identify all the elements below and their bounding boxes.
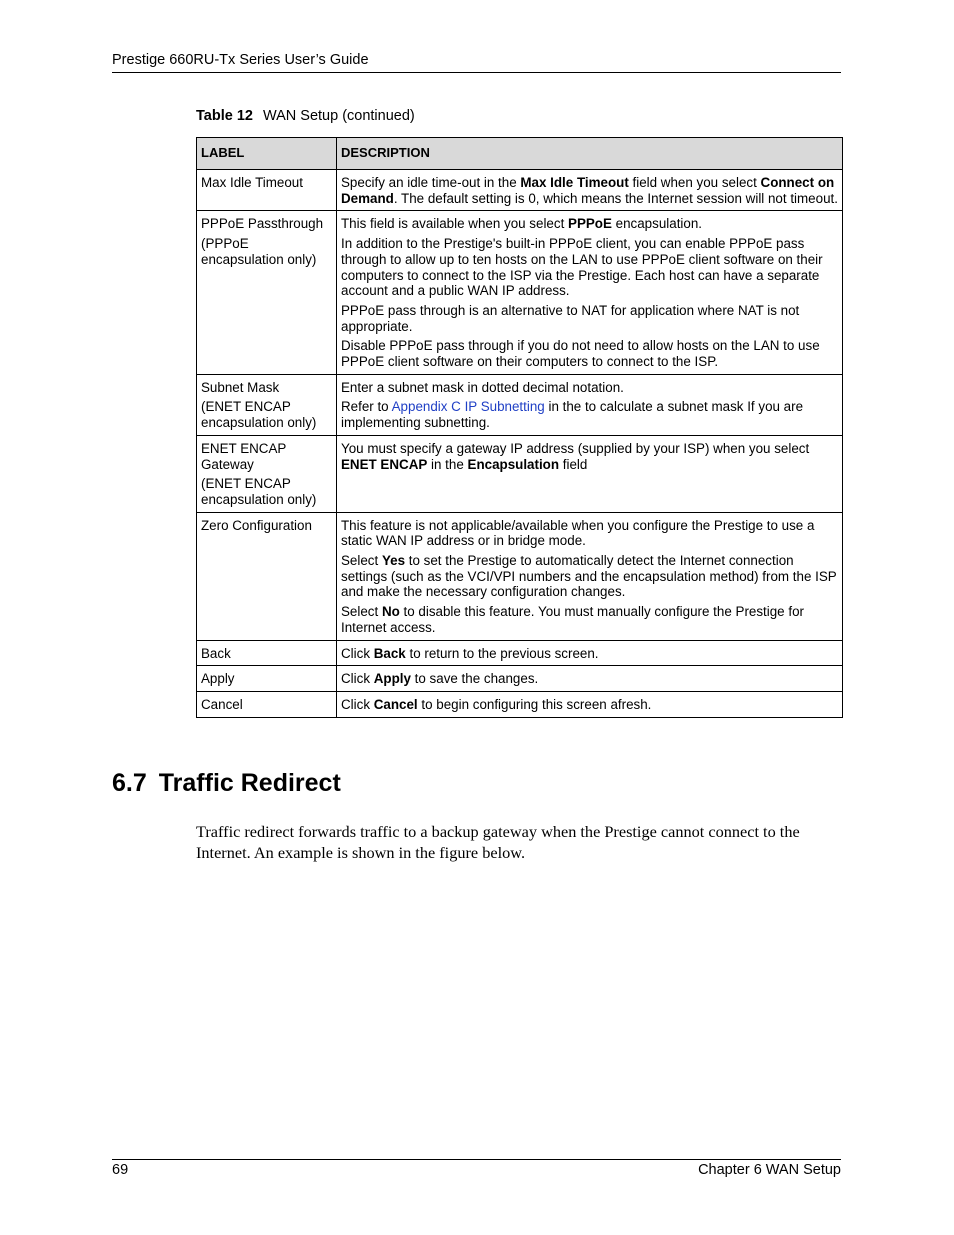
row-label-cell <box>197 666 337 692</box>
table-row <box>197 374 843 435</box>
bold-term: ENET ENCAP <box>341 456 428 472</box>
row-description-cell <box>337 512 843 640</box>
description-text: Click <box>341 696 374 712</box>
description-paragraph <box>341 518 838 549</box>
row-label: Back <box>201 645 231 661</box>
row-label: (ENET ENCAP encapsulation only) <box>201 399 317 431</box>
description-text: PPPoE pass through is an alternative to NAT for application where NAT is not appropriate. <box>341 302 800 334</box>
bold-term: Yes <box>381 553 406 569</box>
description-text: Select <box>341 604 382 620</box>
description-paragraph <box>341 697 838 713</box>
row-label: Apply <box>201 671 235 687</box>
row-description-cell <box>337 374 843 435</box>
row-label-cell <box>197 170 337 211</box>
table-row <box>197 170 843 211</box>
table-caption-text: WAN Setup (continued) <box>262 108 415 124</box>
table-row <box>197 211 843 374</box>
section-body-paragraph: Traffic redirect forwards traffic to a backup gateway when the Prestige cannot connect to the Internet. An example is shown in the figure below. <box>196 822 800 862</box>
row-description-cell <box>337 211 843 374</box>
footer-chapter-title: Chapter 6 WAN Setup <box>698 1162 841 1178</box>
section-heading <box>112 769 341 798</box>
row-label-cell <box>197 374 337 435</box>
description-text: Specify an idle time-out in the <box>341 175 521 190</box>
row-label: Max Idle Timeout <box>201 175 303 190</box>
column-header-description: DESCRIPTION <box>337 138 843 170</box>
bold-term: Cancel <box>373 696 418 712</box>
description-paragraph <box>341 216 838 232</box>
description-text: to disable this feature. You must manually configure the Prestige for Internet access. <box>341 604 804 635</box>
row-label: (ENET ENCAP encapsulation only) <box>201 476 317 507</box>
row-description-cell <box>337 666 843 692</box>
row-label: Subnet Mask <box>201 379 280 395</box>
row-label: Cancel <box>201 696 243 712</box>
running-header-title: Prestige 660RU-Tx Series User’s Guide <box>112 52 369 68</box>
row-label-cell <box>197 211 337 374</box>
section-number: 6.7 <box>112 769 147 797</box>
bold-term: Encapsulation <box>467 456 560 472</box>
description-paragraph <box>341 441 838 472</box>
description-paragraph <box>341 175 838 206</box>
column-header-label: LABEL <box>197 138 337 170</box>
description-paragraph <box>341 380 838 396</box>
table-row <box>197 435 843 512</box>
description-paragraph <box>341 671 838 687</box>
row-description-cell <box>337 170 843 211</box>
row-label: Zero Configuration <box>201 517 312 533</box>
row-description-cell <box>337 640 843 666</box>
description-text: Click <box>341 645 374 661</box>
table-body <box>197 170 843 718</box>
description-text: to save the changes. <box>410 671 539 687</box>
description-text: . The default setting is 0, which means the Internet session will not timeout. <box>393 190 838 206</box>
description-text: Select <box>341 553 382 569</box>
row-label: PPPoE Passthrough <box>201 216 324 232</box>
header-rule <box>112 72 841 73</box>
table-caption-number: Table 12 <box>196 108 253 124</box>
section-title: Traffic Redirect <box>158 769 341 797</box>
description-paragraph <box>341 399 838 430</box>
table-row <box>197 512 843 640</box>
row-label: (PPPoE encapsulation only) <box>201 236 317 267</box>
row-label-cell <box>197 691 337 717</box>
description-text: You must specify a gateway IP address (supplied by your ISP) when you select <box>341 440 810 456</box>
wan-setup-table <box>196 137 843 718</box>
description-text: field when you select <box>628 175 761 190</box>
description-text: to set the Prestige to automatically detect the Internet connection settings (such as the VCI/VPI numbers and the encapsulation method) from the ISP and make the necessary configuration changes. <box>341 553 837 600</box>
bold-term: Apply <box>373 671 411 687</box>
bold-term: PPPoE <box>568 216 612 232</box>
table-row <box>197 691 843 717</box>
table-header-row <box>197 138 843 170</box>
row-description-cell <box>337 435 843 512</box>
description-text: Disable PPPoE pass through if you do not need to allow hosts on the LAN to use PPPoE client software on their computers to connect to the ISP. <box>341 338 820 370</box>
table-caption <box>196 108 415 124</box>
bold-term: No <box>381 604 400 620</box>
description-text: to begin configuring this screen afresh. <box>417 696 652 712</box>
description-text: This feature is not applicable/available when you configure the Prestige to use a static WAN IP address or in bridge mode. <box>341 517 815 549</box>
description-paragraph <box>341 553 838 600</box>
description-paragraph <box>341 236 838 299</box>
description-text: This field is available when you select <box>341 216 569 232</box>
row-label-cell <box>197 512 337 640</box>
description-text: in the to calculate a subnet mask If you are implementing subnetting. <box>341 399 804 431</box>
bold-term: Back <box>373 645 406 661</box>
table-row <box>197 666 843 692</box>
description-text: In addition to the Prestige's built-in PPPoE client, you can enable PPPoE pass through to allow up to ten hosts on the LAN to use PPPoE client software on their computers to connect to the ISP via the Prestige. Each host can have a separate account and a public WAN IP address. <box>341 236 823 299</box>
description-paragraph <box>341 338 838 369</box>
bold-term: Connect on Demand <box>341 175 835 206</box>
description-paragraph <box>341 604 838 635</box>
description-text: Enter a subnet mask in dotted decimal notation. <box>341 379 624 395</box>
description-text: Click <box>341 671 374 687</box>
footer-page-number: 69 <box>112 1162 129 1178</box>
footer-rule <box>112 1159 841 1160</box>
description-paragraph <box>341 646 838 662</box>
description-text: encapsulation. <box>611 216 703 232</box>
description-text: to return to the previous screen. <box>405 645 599 661</box>
row-label: ENET ENCAP Gateway <box>201 440 287 472</box>
row-description-cell <box>337 691 843 717</box>
description-paragraph <box>341 303 838 334</box>
description-text: Refer to <box>341 399 392 415</box>
bold-term: Max Idle Timeout <box>520 175 629 190</box>
row-label-cell <box>197 435 337 512</box>
appendix-link[interactable]: Appendix C IP Subnetting <box>391 399 545 415</box>
description-text: field <box>559 456 588 472</box>
description-text: in the <box>427 456 468 472</box>
table-row <box>197 640 843 666</box>
row-label-cell <box>197 640 337 666</box>
